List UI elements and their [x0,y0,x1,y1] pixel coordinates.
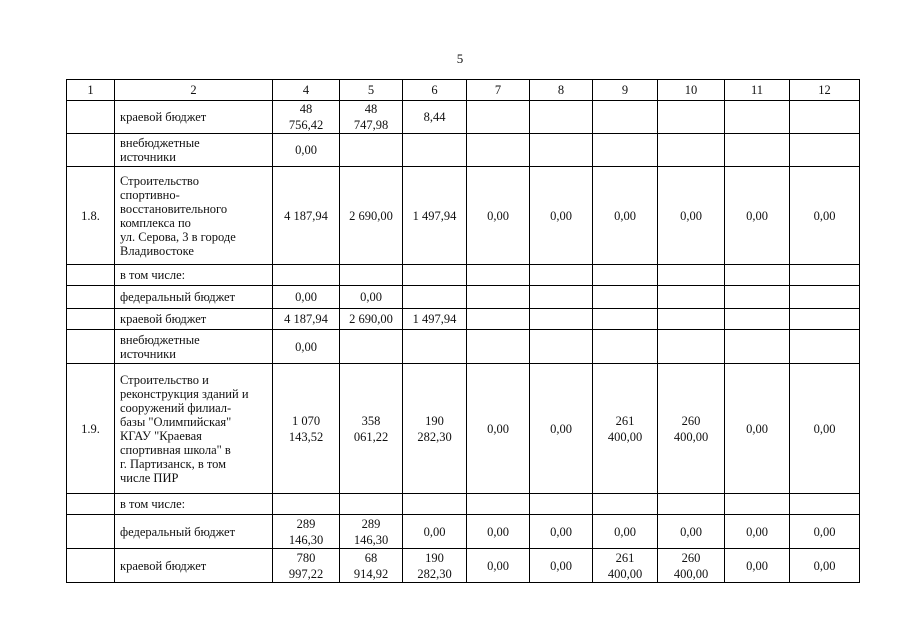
value-cell [658,494,725,515]
value-cell [273,309,340,330]
row-name-cell: Строительство и реконструкция зданий и сооружений филиал- базы "Олимпийская" КГАУ "Краевая спортивная школа" в г. Партизанск, в том числе ПИР [115,364,273,494]
table-row [67,549,860,583]
value-cell [340,330,403,364]
value-text: 0,00 [813,524,836,539]
value-cell [340,364,403,494]
value-cell [530,364,593,494]
value-cell [467,134,530,167]
value-cell [790,364,860,494]
value-text: 4 187,94 [284,312,328,326]
table-row [67,286,860,309]
value-text: 1 497,94 [412,312,457,326]
table-row [67,167,860,265]
value-cell [273,286,340,309]
value-cell [658,330,725,364]
value-cell [593,309,658,330]
value-cell [790,549,860,583]
value-cell [790,309,860,330]
row-name-cell: краевой бюджет [115,101,273,134]
value-cell [403,330,467,364]
value-text: 0,00 [813,421,836,436]
value-cell [403,134,467,167]
row-code-cell [67,265,115,286]
value-text: 261 400,00 [607,413,643,444]
value-cell [403,286,467,309]
value-cell [593,265,658,286]
value-cell [658,286,725,309]
value-cell [790,494,860,515]
value-cell [790,286,860,309]
value-cell [658,549,725,583]
value-cell [790,101,860,134]
value-cell [658,134,725,167]
value-text: 0,00 [550,208,572,223]
value-cell [725,265,790,286]
value-text: 0,00 [550,421,572,436]
value-cell [467,549,530,583]
header-cell: 5 [340,80,403,101]
value-cell [658,364,725,494]
page-number: 5 [456,51,464,66]
row-code-cell [67,134,115,167]
value-cell [725,309,790,330]
value-cell [273,134,340,167]
value-cell [530,549,593,583]
table-row [67,494,860,515]
value-cell [273,265,340,286]
value-text: 0,00 [360,290,382,304]
value-text: 8,44 [423,110,446,124]
value-cell [467,494,530,515]
value-cell [530,515,593,549]
header-cell: 6 [403,80,467,101]
value-cell [273,167,340,265]
value-text: 260 400,00 [673,413,709,444]
header-cell: 10 [658,80,725,101]
row-name-cell: краевой бюджет [115,549,273,583]
value-cell [340,265,403,286]
value-text: 0,00 [680,524,702,539]
value-cell [403,309,467,330]
value-cell [725,494,790,515]
value-cell [725,549,790,583]
value-text: 260 400,00 [673,550,709,581]
row-code-cell [67,549,115,583]
value-cell [790,265,860,286]
value-cell [340,167,403,265]
value-text: 0,00 [550,558,572,573]
value-cell [790,167,860,265]
value-text: 0,00 [746,558,768,573]
value-cell [658,309,725,330]
value-text: 0,00 [614,208,636,223]
value-cell [725,167,790,265]
value-text: 48 747,98 [353,102,389,132]
value-cell [725,134,790,167]
value-text: 358 061,22 [353,413,389,444]
row-code-cell [67,330,115,364]
value-cell [273,364,340,494]
value-cell [593,101,658,134]
value-cell [530,309,593,330]
row-name-cell: федеральный бюджет [115,515,273,549]
value-cell [403,167,467,265]
value-cell [593,330,658,364]
value-cell [340,494,403,515]
value-text: 0,00 [487,421,509,436]
table-row [67,134,860,167]
value-text: 0,00 [487,524,509,539]
row-code-cell [67,309,115,330]
value-cell [403,101,467,134]
value-text: 0,00 [487,558,509,573]
value-cell [467,330,530,364]
value-text: 780 997,22 [288,550,324,581]
table-row [67,265,860,286]
value-text: 0,00 [423,524,446,539]
row-code-cell: 1.9. [67,364,115,494]
value-cell [530,101,593,134]
value-cell [340,286,403,309]
value-cell [530,494,593,515]
value-text: 0,00 [550,524,572,539]
table-row [67,101,860,134]
row-name-cell: краевой бюджет [115,309,273,330]
value-cell [403,515,467,549]
value-cell [790,330,860,364]
value-cell [530,265,593,286]
value-text: 1 497,94 [412,208,457,223]
value-text: 0,00 [295,143,317,157]
value-cell [593,515,658,549]
header-cell: 12 [790,80,860,101]
value-cell [403,494,467,515]
value-cell [790,134,860,167]
value-cell [340,309,403,330]
value-cell [340,515,403,549]
value-cell [725,330,790,364]
value-cell [340,549,403,583]
header-cell: 7 [467,80,530,101]
value-cell [403,364,467,494]
value-cell [725,286,790,309]
value-cell [658,515,725,549]
value-text: 289 146,30 [353,516,389,547]
value-text: 0,00 [746,421,768,436]
table-row [67,309,860,330]
header-cell: 2 [115,80,273,101]
value-cell [593,286,658,309]
row-name-cell: федеральный бюджет [115,286,273,309]
value-cell [340,134,403,167]
value-text: 0,00 [746,524,768,539]
value-cell [403,265,467,286]
value-text: 0,00 [295,339,317,354]
row-name-cell: в том числе: [115,265,273,286]
value-cell [658,167,725,265]
value-text: 0,00 [614,524,636,539]
value-cell [593,549,658,583]
value-cell [467,364,530,494]
value-text: 2 690,00 [349,312,393,326]
value-cell [790,515,860,549]
value-text: 2 690,00 [349,208,393,223]
value-cell [467,167,530,265]
value-cell [530,134,593,167]
value-cell [593,364,658,494]
value-cell [273,494,340,515]
row-code-cell [67,515,115,549]
value-cell [467,515,530,549]
value-cell [403,549,467,583]
value-text: 4 187,94 [284,208,328,223]
value-text: 1 070 143,52 [288,413,324,444]
value-text: 190 282,30 [417,413,452,444]
header-cell: 11 [725,80,790,101]
row-name-cell: внебюджетные источники [115,330,273,364]
header-cell: 4 [273,80,340,101]
row-name-cell: внебюджетные источники [115,134,273,167]
table-row [67,515,860,549]
value-cell [530,330,593,364]
value-text: 289 146,30 [288,516,324,547]
budget-table [66,79,860,583]
value-cell [593,167,658,265]
value-cell [273,549,340,583]
row-code-cell [67,286,115,309]
table-body [67,101,860,583]
table-row [67,330,860,364]
value-cell [467,265,530,286]
value-cell [593,134,658,167]
header-cell: 9 [593,80,658,101]
value-cell [658,265,725,286]
value-cell [658,101,725,134]
value-cell [273,515,340,549]
row-code-cell [67,101,115,134]
value-text: 0,00 [680,208,702,223]
value-cell [725,515,790,549]
header-row [67,80,860,101]
value-cell [725,364,790,494]
value-text: 0,00 [813,558,836,573]
value-cell [467,286,530,309]
value-text: 68 914,92 [353,550,389,581]
row-name-cell: Строительство спортивно- восстановительного комплекса по ул. Серова, 3 в городе Владивостоке [115,167,273,265]
value-cell [273,101,340,134]
value-cell [530,286,593,309]
value-text: 0,00 [295,290,317,304]
value-cell [725,101,790,134]
row-code-cell: 1.8. [67,167,115,265]
table-row [67,364,860,494]
value-cell [593,494,658,515]
value-cell [467,309,530,330]
value-cell [340,101,403,134]
row-name-cell: в том числе: [115,494,273,515]
value-cell [530,167,593,265]
value-text: 190 282,30 [417,550,452,581]
value-cell [273,330,340,364]
value-text: 0,00 [746,208,768,223]
value-cell [467,101,530,134]
value-text: 261 400,00 [607,550,643,581]
value-text: 48 756,42 [288,102,324,132]
value-text: 0,00 [487,208,509,223]
row-code-cell [67,494,115,515]
header-cell: 8 [530,80,593,101]
value-text: 0,00 [813,208,836,223]
header-cell: 1 [67,80,115,101]
